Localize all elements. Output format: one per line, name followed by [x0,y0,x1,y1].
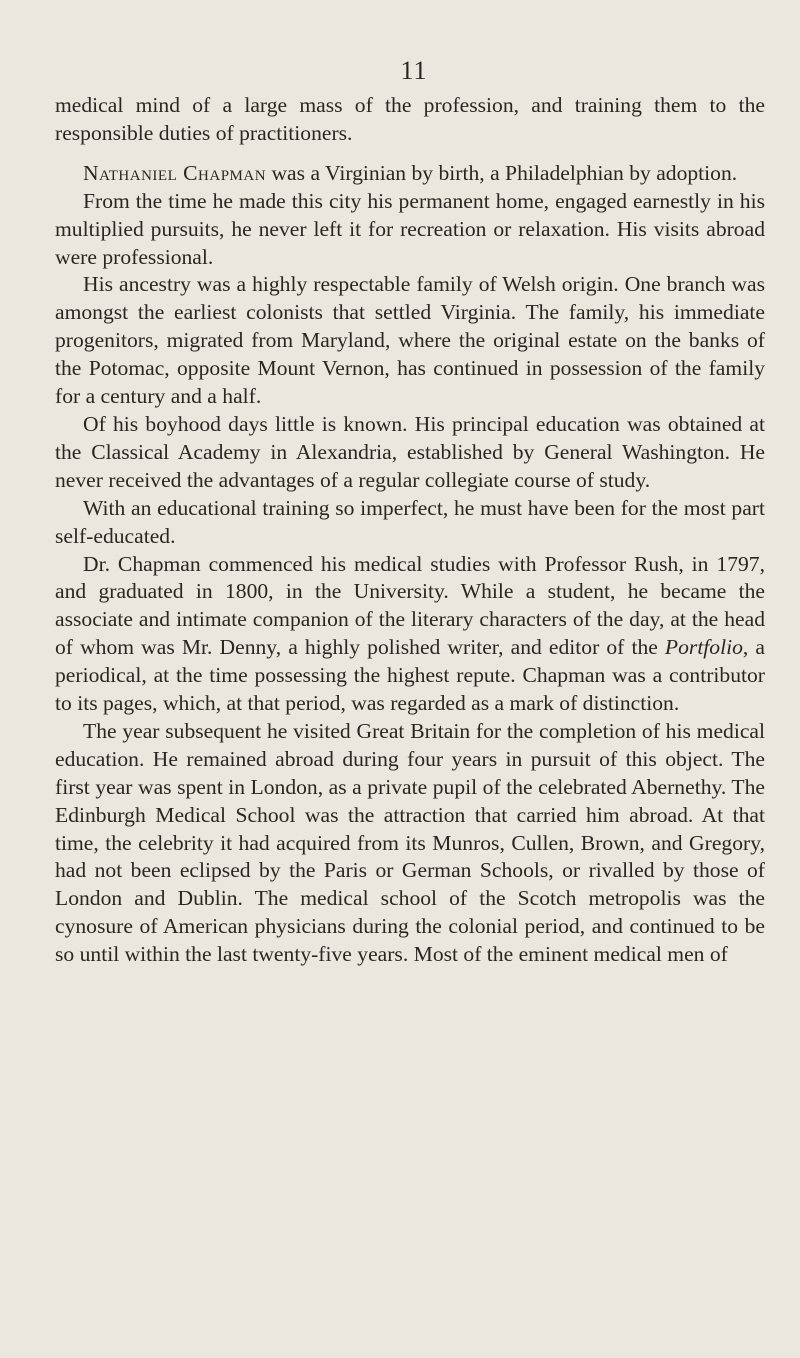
paragraph-permanent-home: From the time he made this city his permanent home, engaged earnestly in his multiplied pursuits, he never left it for recreation or relaxation. His visits abroad were professional. [55,188,765,269]
paragraph-continuation: medical mind of a large mass of the profession, and training them to the responsible duties of practitioners. [55,93,765,145]
paragraph-medical-studies [55,551,765,718]
paragraph-ancestry: His ancestry was a highly respectable family of Welsh origin. One branch was amongst the earliest colonists that settled Virginia. The family, his immediate progenitors, migrated from Maryland, where the original estate on the banks of the Potomac, opposite Mount Vernon, has continued in possession of the family for a century and a half. [55,272,765,409]
paragraph-text: was a Virginian by birth, a Philadelphian by adoption. [266,160,738,185]
periodical-title: Portfolio [664,635,743,660]
page-number: 11 [400,56,428,85]
paragraph-self-educated: With an educational training so imperfect, he must have been for the most part self-educated. [55,495,765,548]
paragraph-boyhood: Of his boyhood days little is known. His principal education was obtained at the Classical Academy in Alexandria, established by General Washington. He never received the advantages of a regular collegiate course of study. [55,411,765,492]
paragraph-text: Dr. Chapman commenced his medical studies with Professor Rush, in 1797, and graduated in 1800, in the University. While a student, he became the associate and intimate companion of the literary characters of the day, at the head of whom was Mr. Denny, a highly polished writer, and editor of the [55,551,765,660]
body-text [55,92,765,969]
paragraph-text: , a periodical, at the time possessing the highest repute. Chapman was a contributor to its pages, which, at that period, was regarded as a mark of distinction. [55,635,765,716]
paragraph-great-britain: The year subsequent he visited Great Britain for the completion of his medical education. He remained abroad during four years in pursuit of this object. The first year was spent in London, as a private pupil of the celebrated Abernethy. The Edinburgh Medical School was the attraction that carried him abroad. At that time, the celebrity it had acquired from its Munros, Cullen, Brown, and Gregory, had not been eclipsed by the Paris or German Schools, or rivalled by those of London and Dublin. The medical school of the Scotch metropolis was the cynosure of American physicians during the colonial period, and continued to be so until within the last twenty-five years. Most of the eminent medical men of [55,718,765,967]
subject-name: Nathaniel Chapman [83,160,267,185]
paragraph-chapman-intro [55,160,765,188]
